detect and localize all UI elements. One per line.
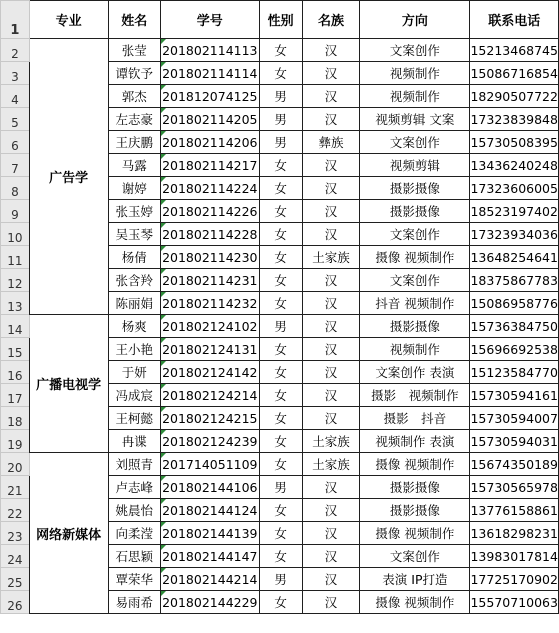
direction-cell[interactable]: 文案创作 (360, 131, 470, 154)
ethnicity-cell[interactable]: 汉 (302, 499, 360, 522)
student-id-cell[interactable]: 201802144229 (161, 591, 260, 614)
row-number[interactable]: 23 (1, 522, 30, 545)
student-id-cell[interactable]: 201802144214 (161, 568, 260, 591)
name-cell[interactable]: 吴玉琴 (108, 223, 161, 246)
ethnicity-cell[interactable]: 汉 (302, 476, 360, 499)
ethnicity-cell[interactable]: 土家族 (302, 453, 360, 476)
name-cell[interactable]: 马露 (108, 154, 161, 177)
direction-cell[interactable]: 抖音 视频制作 (360, 292, 470, 315)
gender-cell[interactable]: 女 (259, 292, 302, 315)
row-number[interactable]: 22 (1, 499, 30, 522)
name-cell[interactable]: 谭钦予 (108, 62, 161, 85)
ethnicity-cell[interactable]: 汉 (302, 407, 360, 430)
gender-cell[interactable]: 女 (259, 223, 302, 246)
major-cell[interactable]: 广播电视学 (29, 315, 108, 453)
row-number[interactable]: 14 (1, 315, 30, 338)
gender-cell[interactable]: 女 (259, 269, 302, 292)
student-id-cell[interactable]: 201802114228 (161, 223, 260, 246)
phone-cell[interactable]: 17323839848 (470, 108, 559, 131)
student-id-cell[interactable]: 201802144106 (161, 476, 260, 499)
gender-cell[interactable]: 女 (259, 545, 302, 568)
name-cell[interactable]: 石思颖 (108, 545, 161, 568)
name-cell[interactable]: 冯成宸 (108, 384, 161, 407)
ethnicity-cell[interactable]: 汉 (302, 591, 360, 614)
row-number[interactable]: 20 (1, 453, 30, 476)
row-number[interactable]: 18 (1, 407, 30, 430)
name-cell[interactable]: 张莹 (108, 39, 161, 62)
ethnicity-cell[interactable]: 汉 (302, 338, 360, 361)
direction-cell[interactable]: 摄影摄像 (360, 200, 470, 223)
spreadsheet-body (1, 1, 559, 614)
row-number[interactable]: 4 (1, 85, 30, 108)
gender-cell[interactable]: 女 (259, 39, 302, 62)
gender-cell[interactable]: 女 (259, 522, 302, 545)
header-name[interactable]: 姓名 (108, 1, 161, 39)
name-cell[interactable]: 王庆鹏 (108, 131, 161, 154)
name-cell[interactable]: 张含羚 (108, 269, 161, 292)
name-cell[interactable]: 王小艳 (108, 338, 161, 361)
row-number[interactable]: 7 (1, 154, 30, 177)
direction-cell[interactable]: 摄影摄像 (360, 315, 470, 338)
name-cell[interactable]: 姚晨怡 (108, 499, 161, 522)
gender-cell[interactable]: 男 (259, 315, 302, 338)
student-id-cell[interactable]: 201802114224 (161, 177, 260, 200)
phone-cell[interactable]: 18290507722 (470, 85, 559, 108)
gender-cell[interactable]: 女 (259, 62, 302, 85)
name-cell[interactable]: 郭杰 (108, 85, 161, 108)
direction-cell[interactable]: 摄影 视频制作 (360, 384, 470, 407)
ethnicity-cell[interactable]: 彝族 (302, 131, 360, 154)
name-cell[interactable]: 覃荣华 (108, 568, 161, 591)
name-cell[interactable]: 左志豪 (108, 108, 161, 131)
direction-cell[interactable]: 视频制作 (360, 338, 470, 361)
ethnicity-cell[interactable]: 汉 (302, 384, 360, 407)
ethnicity-cell[interactable]: 汉 (302, 568, 360, 591)
name-cell[interactable]: 陈丽娟 (108, 292, 161, 315)
direction-cell[interactable]: 文案创作 (360, 269, 470, 292)
row-number[interactable]: 8 (1, 177, 30, 200)
student-id-cell[interactable]: 201802114114 (161, 62, 260, 85)
student-id-cell[interactable]: 201802114217 (161, 154, 260, 177)
phone-cell[interactable]: 17323606005 (470, 177, 559, 200)
phone-cell[interactable]: 13983017814 (470, 545, 559, 568)
direction-cell[interactable]: 摄像 视频制作 (360, 453, 470, 476)
name-cell[interactable]: 易雨希 (108, 591, 161, 614)
ethnicity-cell[interactable]: 土家族 (302, 430, 360, 453)
student-id-cell[interactable]: 201802124215 (161, 407, 260, 430)
gender-cell[interactable]: 男 (259, 85, 302, 108)
ethnicity-cell[interactable]: 汉 (302, 177, 360, 200)
direction-cell[interactable]: 摄像 视频制作 (360, 591, 470, 614)
phone-cell[interactable]: 15570710063 (470, 591, 559, 614)
row-number[interactable]: 11 (1, 246, 30, 269)
row-number[interactable]: 1 (1, 1, 30, 39)
row-number[interactable]: 10 (1, 223, 30, 246)
student-id-cell[interactable]: 201802144147 (161, 545, 260, 568)
phone-cell[interactable]: 15730594031 (470, 430, 559, 453)
gender-cell[interactable]: 女 (259, 384, 302, 407)
student-id-cell[interactable]: 201802124142 (161, 361, 260, 384)
gender-cell[interactable]: 女 (259, 499, 302, 522)
header-ethnicity[interactable]: 名族 (302, 1, 360, 39)
phone-cell[interactable]: 13776158861 (470, 499, 559, 522)
phone-cell[interactable]: 15213468745 (470, 39, 559, 62)
gender-cell[interactable]: 女 (259, 407, 302, 430)
row-number[interactable]: 3 (1, 62, 30, 85)
phone-cell[interactable]: 15736384750 (470, 315, 559, 338)
row-number[interactable]: 2 (1, 39, 30, 62)
name-cell[interactable]: 向柔滢 (108, 522, 161, 545)
name-cell[interactable]: 于妍 (108, 361, 161, 384)
ethnicity-cell[interactable]: 汉 (302, 223, 360, 246)
gender-cell[interactable]: 男 (259, 476, 302, 499)
table-row (1, 315, 559, 338)
ethnicity-cell[interactable]: 汉 (302, 85, 360, 108)
name-cell[interactable]: 卢志峰 (108, 476, 161, 499)
gender-cell[interactable]: 男 (259, 131, 302, 154)
row-number[interactable]: 13 (1, 292, 30, 315)
phone-cell[interactable]: 15696692538 (470, 338, 559, 361)
name-cell[interactable]: 冉谍 (108, 430, 161, 453)
ethnicity-cell[interactable]: 汉 (302, 154, 360, 177)
row-number[interactable]: 6 (1, 131, 30, 154)
gender-cell[interactable]: 男 (259, 568, 302, 591)
gender-cell[interactable]: 女 (259, 453, 302, 476)
phone-cell[interactable]: 15730565978 (470, 476, 559, 499)
direction-cell[interactable]: 视频制作 (360, 62, 470, 85)
row-number[interactable]: 5 (1, 108, 30, 131)
student-id-cell[interactable]: 201802114205 (161, 108, 260, 131)
phone-cell[interactable]: 13436240248 (470, 154, 559, 177)
student-id-cell[interactable]: 201802124214 (161, 384, 260, 407)
row-number[interactable]: 12 (1, 269, 30, 292)
student-id-cell[interactable]: 201802114232 (161, 292, 260, 315)
direction-cell[interactable]: 视频剪辑 文案 (360, 108, 470, 131)
ethnicity-cell[interactable]: 汉 (302, 361, 360, 384)
direction-cell[interactable]: 文案创作 (360, 223, 470, 246)
row-number[interactable]: 9 (1, 200, 30, 223)
ethnicity-cell[interactable]: 汉 (302, 315, 360, 338)
direction-cell[interactable]: 摄影摄像 (360, 177, 470, 200)
direction-cell[interactable]: 摄影摄像 (360, 499, 470, 522)
gender-cell[interactable]: 女 (259, 361, 302, 384)
gender-cell[interactable]: 女 (259, 591, 302, 614)
student-id-cell[interactable]: 201802144139 (161, 522, 260, 545)
phone-cell[interactable]: 15730594007 (470, 407, 559, 430)
phone-cell[interactable]: 15730508395 (470, 131, 559, 154)
header-direction[interactable]: 方向 (360, 1, 470, 39)
row-number[interactable]: 15 (1, 338, 30, 361)
row-number[interactable]: 19 (1, 430, 30, 453)
direction-cell[interactable]: 视频制作 (360, 85, 470, 108)
phone-cell[interactable]: 15086958776 (470, 292, 559, 315)
name-cell[interactable]: 刘照青 (108, 453, 161, 476)
ethnicity-cell[interactable]: 汉 (302, 200, 360, 223)
name-cell[interactable]: 张玉婷 (108, 200, 161, 223)
name-cell[interactable]: 王柯懿 (108, 407, 161, 430)
ethnicity-cell[interactable]: 汉 (302, 292, 360, 315)
major-cell[interactable]: 广告学 (29, 39, 108, 315)
student-id-cell[interactable]: 201802124239 (161, 430, 260, 453)
row-number[interactable]: 16 (1, 361, 30, 384)
student-id-cell[interactable]: 201802114230 (161, 246, 260, 269)
gender-cell[interactable]: 男 (259, 108, 302, 131)
header-row (1, 1, 559, 39)
phone-cell[interactable]: 18523197402 (470, 200, 559, 223)
ethnicity-cell[interactable]: 土家族 (302, 246, 360, 269)
ethnicity-cell[interactable]: 汉 (302, 269, 360, 292)
phone-cell[interactable]: 15674350189 (470, 453, 559, 476)
row-number[interactable]: 25 (1, 568, 30, 591)
phone-cell[interactable]: 17725170902 (470, 568, 559, 591)
row-number[interactable]: 26 (1, 591, 30, 614)
direction-cell[interactable]: 摄像 视频制作 (360, 522, 470, 545)
student-id-cell[interactable]: 201802114231 (161, 269, 260, 292)
header-phone[interactable]: 联系电话 (470, 1, 559, 39)
student-id-cell[interactable]: 201802114226 (161, 200, 260, 223)
direction-cell[interactable]: 摄像 视频制作 (360, 246, 470, 269)
table-row (1, 39, 559, 62)
direction-cell[interactable]: 摄影摄像 (360, 476, 470, 499)
gender-cell[interactable]: 女 (259, 154, 302, 177)
name-cell[interactable]: 杨倩 (108, 246, 161, 269)
ethnicity-cell[interactable]: 汉 (302, 62, 360, 85)
student-id-cell[interactable]: 201802124102 (161, 315, 260, 338)
row-number[interactable]: 24 (1, 545, 30, 568)
major-cell[interactable]: 网络新媒体 (29, 453, 108, 614)
name-cell[interactable]: 谢婷 (108, 177, 161, 200)
student-id-cell[interactable]: 201802144124 (161, 499, 260, 522)
phone-cell[interactable]: 15123584770 (470, 361, 559, 384)
phone-cell[interactable]: 13648254641 (470, 246, 559, 269)
student-id-cell[interactable]: 201802124131 (161, 338, 260, 361)
name-cell[interactable]: 杨爽 (108, 315, 161, 338)
student-id-cell[interactable]: 201714051109 (161, 453, 260, 476)
direction-cell[interactable]: 表演 IP打造 (360, 568, 470, 591)
student-id-cell[interactable]: 201812074125 (161, 85, 260, 108)
phone-cell[interactable]: 17323934036 (470, 223, 559, 246)
phone-cell[interactable]: 15086716854 (470, 62, 559, 85)
direction-cell[interactable]: 文案创作 表演 (360, 361, 470, 384)
header-student-id[interactable]: 学号 (161, 1, 260, 39)
direction-cell[interactable]: 文案创作 (360, 39, 470, 62)
table-row (1, 453, 559, 476)
direction-cell[interactable]: 视频剪辑 (360, 154, 470, 177)
student-id-cell[interactable]: 201802114206 (161, 131, 260, 154)
phone-cell[interactable]: 15730594161 (470, 384, 559, 407)
direction-cell[interactable]: 文案创作 (360, 545, 470, 568)
phone-cell[interactable]: 18375867783 (470, 269, 559, 292)
gender-cell[interactable]: 女 (259, 430, 302, 453)
gender-cell[interactable]: 女 (259, 338, 302, 361)
ethnicity-cell[interactable]: 汉 (302, 522, 360, 545)
gender-cell[interactable]: 女 (259, 177, 302, 200)
gender-cell[interactable]: 女 (259, 246, 302, 269)
ethnicity-cell[interactable]: 汉 (302, 39, 360, 62)
header-major[interactable]: 专业 (29, 1, 108, 39)
ethnicity-cell[interactable]: 汉 (302, 108, 360, 131)
direction-cell[interactable]: 视频制作 表演 (360, 430, 470, 453)
student-id-cell[interactable]: 201802114113 (161, 39, 260, 62)
row-number[interactable]: 21 (1, 476, 30, 499)
gender-cell[interactable]: 女 (259, 200, 302, 223)
direction-cell[interactable]: 摄影 抖音 (360, 407, 470, 430)
ethnicity-cell[interactable]: 汉 (302, 545, 360, 568)
row-number[interactable]: 17 (1, 384, 30, 407)
phone-cell[interactable]: 13618298231 (470, 522, 559, 545)
header-gender[interactable]: 性别 (259, 1, 302, 39)
